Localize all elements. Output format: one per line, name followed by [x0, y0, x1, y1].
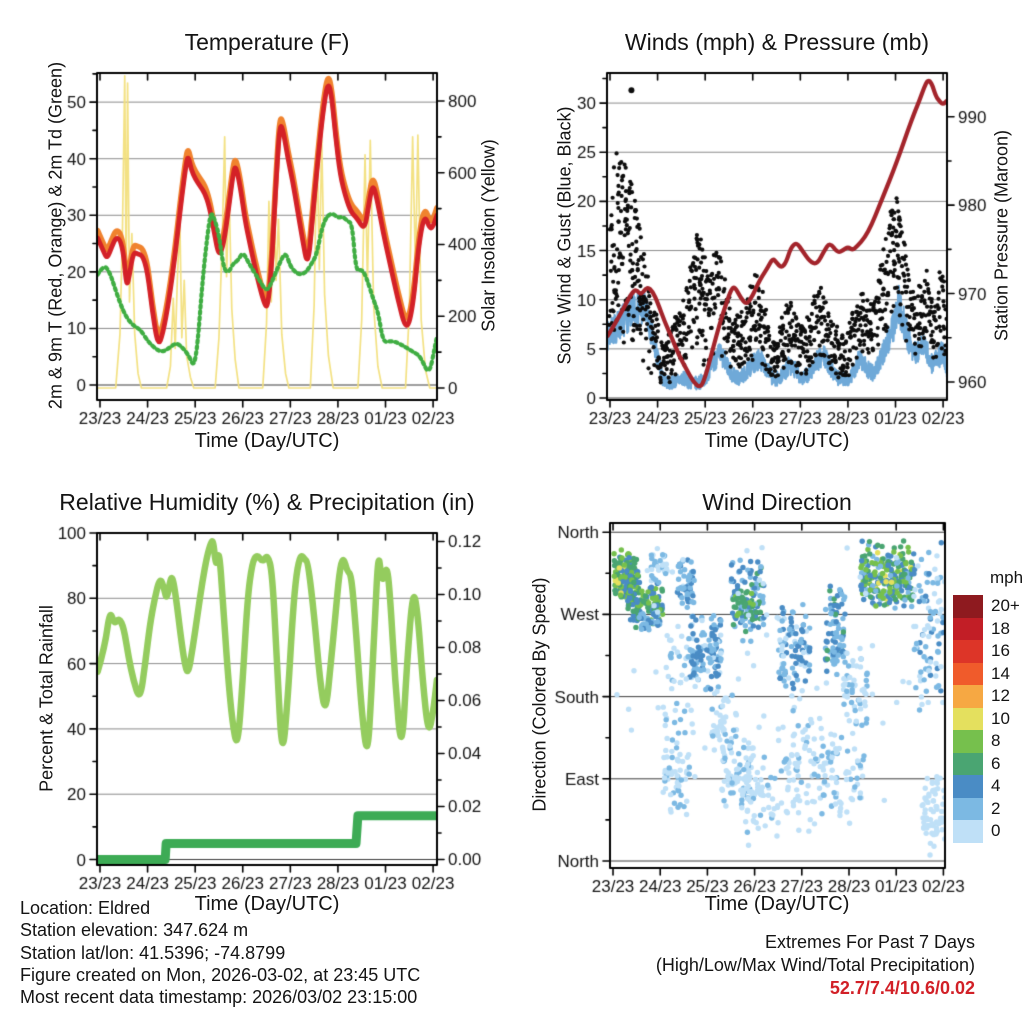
yaxis-label-humidity-left: Percent & Total Rainfall	[36, 605, 57, 792]
colorbar-swatch	[953, 618, 983, 641]
colorbar-swatch	[953, 775, 983, 798]
colorbar-row	[953, 595, 1024, 618]
extremes-heading: Extremes For Past 7 Days	[764, 932, 975, 952]
figure-created: Figure created on Mon, 2026-03-02, at 23:45 UTC	[20, 964, 421, 985]
colorbar-label: 6	[991, 753, 1001, 773]
colorbar-row	[953, 663, 1024, 686]
colorbar-row	[953, 618, 1024, 641]
colorbar-label: 16	[991, 641, 1010, 660]
colorbar-swatch	[953, 753, 983, 776]
xaxis-label-wind-direction: Time (Day/UTC)	[704, 893, 850, 915]
colorbar-label: 12	[991, 686, 1010, 705]
colorbar-row	[953, 730, 1024, 753]
yaxis-label-solar-right: Solar Insolation (Yellow)	[478, 139, 499, 332]
colorbar-swatch	[953, 640, 983, 663]
colorbar-title: mph	[990, 568, 1024, 587]
station-latlon: Station lat/lon: 41.5396; -74.8799	[20, 942, 286, 963]
xaxis-label-humidity: Time (Day/UTC)	[194, 893, 340, 915]
station-info	[20, 897, 420, 1008]
colorbar-row	[953, 753, 1024, 776]
chart-title-winds-pressure: Winds (mph) & Pressure (mb)	[624, 29, 930, 55]
extremes-values: 52.7/7.4/10.6/0.02	[829, 978, 975, 998]
extremes-block	[480, 931, 975, 1000]
colorbar-swatch	[953, 708, 983, 731]
yaxis-label-temperature-left: 2m & 9m T (Red, Orange) & 2m Td (Green)	[45, 61, 66, 410]
xaxis-label-winds-pressure: Time (Day/UTC)	[704, 430, 850, 452]
colorbar-row	[953, 708, 1024, 731]
colorbar-legend	[953, 568, 1024, 843]
colorbar-label: 0	[991, 821, 1001, 840]
yaxis-label-direction-left: Direction (Colored By Speed)	[529, 577, 550, 812]
colorbar-label: 10	[991, 708, 1010, 728]
extremes-subtitle: (High/Low/Max Wind/Total Precipitation)	[655, 955, 975, 975]
colorbar-row	[953, 775, 1024, 798]
station-location: Location: Eldred	[20, 898, 151, 918]
colorbar-label: 14	[991, 663, 1010, 683]
colorbar-label: 18	[991, 618, 1010, 638]
xaxis-label-temperature: Time (Day/UTC)	[194, 430, 340, 452]
colorbar-swatch	[953, 685, 983, 708]
colorbar-row	[953, 820, 1024, 843]
colorbar-label: 4	[991, 776, 1001, 795]
data-timestamp: Most recent data timestamp: 2026/03/02 23:15:00	[20, 987, 418, 1008]
chart-title-wind-direction: Wind Direction	[702, 489, 852, 515]
colorbar-row	[953, 798, 1024, 821]
colorbar-row	[953, 640, 1024, 663]
colorbar-swatch	[953, 730, 983, 753]
colorbar-swatch	[953, 798, 983, 821]
yaxis-label-pressure-right: Station Pressure (Maroon)	[991, 129, 1012, 342]
chart-title-humidity-precip: Relative Humidity (%) & Precipitation (in)	[59, 489, 475, 515]
colorbar-label: 2	[991, 798, 1001, 818]
colorbar-swatch	[953, 820, 983, 843]
colorbar-row	[953, 685, 1024, 708]
colorbar-swatch	[953, 663, 983, 686]
station-elevation: Station elevation: 347.624 m	[20, 920, 249, 941]
colorbar-label: 8	[991, 731, 1001, 750]
colorbar-label: 20+	[991, 596, 1020, 615]
chart-title-temperature: Temperature (F)	[184, 29, 350, 55]
colorbar-swatch	[953, 595, 983, 618]
yaxis-label-wind-left: Sonic Wind & Gust (Blue, Black)	[554, 106, 575, 365]
